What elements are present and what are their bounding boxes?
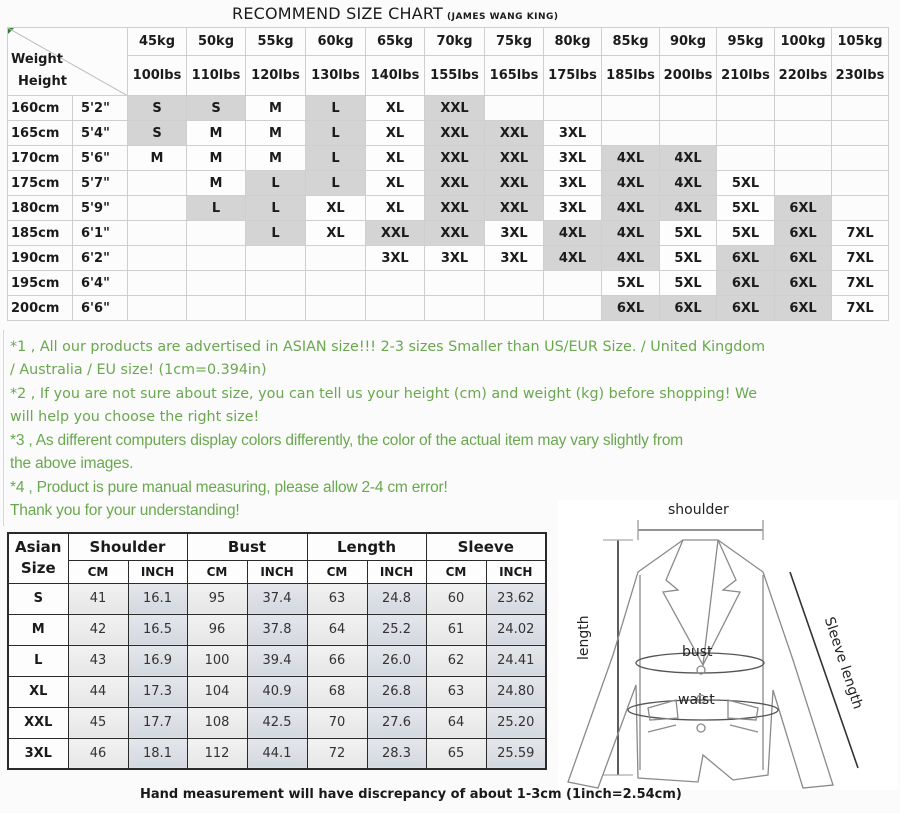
- size-cell: 4XL: [602, 246, 660, 271]
- weight-lbs-header: 120lbs: [246, 56, 306, 96]
- length-header: Length: [307, 533, 426, 560]
- measurement-row: [8, 645, 546, 676]
- shoulder-header: Shoulder: [68, 533, 187, 560]
- size-cell: 5XL: [602, 271, 660, 296]
- cm-value: 63: [426, 676, 486, 707]
- size-cell: [544, 271, 602, 296]
- size-cell: M: [246, 146, 306, 171]
- cm-value: 60: [426, 583, 486, 614]
- inch-value: 28.3: [367, 738, 426, 769]
- size-cell: 5XL: [717, 221, 775, 246]
- size-cell: [366, 271, 425, 296]
- size-cell: 6XL: [775, 221, 832, 246]
- height-cm: 170cm: [8, 146, 73, 171]
- size-cell: 6XL: [602, 296, 660, 321]
- unit-cm: CM: [187, 560, 247, 583]
- size-cell: M: [128, 146, 187, 171]
- size-cell: [602, 121, 660, 146]
- thanks-note: Thank you for your understanding!: [10, 502, 240, 520]
- height-cm: 165cm: [8, 121, 73, 146]
- size-cell: 3XL: [544, 196, 602, 221]
- cm-value: 45: [68, 707, 128, 738]
- size-cell: S: [187, 96, 246, 121]
- size-cell: S: [128, 121, 187, 146]
- weight-kg-header: 95kg: [717, 28, 775, 56]
- size-cell: [485, 296, 544, 321]
- jacket-measurement-diagram: [558, 500, 898, 790]
- inch-value: 24.8: [367, 583, 426, 614]
- inch-value: 39.4: [247, 645, 307, 676]
- size-cell: [128, 196, 187, 221]
- height-ft: 5'6": [73, 146, 128, 171]
- size-chart-row: [8, 146, 889, 171]
- jacket-outline-icon: [558, 500, 898, 790]
- weight-kg-header: 90kg: [660, 28, 717, 56]
- cm-value: 70: [307, 707, 367, 738]
- measure-group-header: [8, 533, 546, 560]
- size-label: S: [8, 583, 68, 614]
- page-title-main: RECOMMEND SIZE CHART: [232, 4, 443, 23]
- height-cm: 190cm: [8, 246, 73, 271]
- size-cell: 4XL: [544, 221, 602, 246]
- cm-value: 108: [187, 707, 247, 738]
- size-cell: M: [246, 96, 306, 121]
- inch-value: 18.1: [128, 738, 187, 769]
- measurement-row: [8, 676, 546, 707]
- weight-lbs-header: 100lbs: [128, 56, 187, 96]
- size-cell: XL: [366, 171, 425, 196]
- size-cell: [425, 271, 485, 296]
- weight-lbs-row: [8, 56, 889, 96]
- size-cell: [832, 196, 889, 221]
- size-cell: 5XL: [660, 271, 717, 296]
- notes-divider: [3, 330, 4, 526]
- size-cell: XXL: [485, 171, 544, 196]
- cm-value: 66: [307, 645, 367, 676]
- weight-kg-header: 60kg: [306, 28, 366, 56]
- cm-value: 61: [426, 614, 486, 645]
- height-cm: 175cm: [8, 171, 73, 196]
- size-cell: 4XL: [660, 196, 717, 221]
- size-cell: 4XL: [660, 146, 717, 171]
- asian-label: Asian: [15, 538, 62, 557]
- inch-value: 37.8: [247, 614, 307, 645]
- size-cell: XL: [366, 146, 425, 171]
- height-label: Height: [18, 74, 67, 89]
- size-cell: [602, 96, 660, 121]
- size-cell: [306, 296, 366, 321]
- size-cell: 7XL: [832, 271, 889, 296]
- weight-kg-header: 70kg: [425, 28, 485, 56]
- measurement-disclaimer: Hand measurement will have discrepancy of about 1-3cm (1inch=2.54cm): [140, 787, 682, 802]
- size-cell: XL: [366, 96, 425, 121]
- size-cell: 3XL: [544, 146, 602, 171]
- cm-value: 62: [426, 645, 486, 676]
- size-cell: [187, 246, 246, 271]
- size-cell: [246, 296, 306, 321]
- size-cell: [187, 271, 246, 296]
- inch-value: 25.2: [367, 614, 426, 645]
- size-cell: 3XL: [366, 246, 425, 271]
- sleeve-header: Sleeve: [426, 533, 546, 560]
- size-cell: 6XL: [717, 296, 775, 321]
- size-cell: XXL: [425, 196, 485, 221]
- height-ft: 5'9": [73, 196, 128, 221]
- note-4: *4 , Product is pure manual measuring, please allow 2-4 cm error!: [10, 478, 448, 496]
- weight-kg-header: 100kg: [775, 28, 832, 56]
- size-cell: [775, 96, 832, 121]
- size-cell: [775, 121, 832, 146]
- size-cell: 4XL: [602, 221, 660, 246]
- height-ft: 5'2": [73, 96, 128, 121]
- weight-kg-header: 50kg: [187, 28, 246, 56]
- weight-lbs-header: 210lbs: [717, 56, 775, 96]
- size-cell: 7XL: [832, 296, 889, 321]
- inch-value: 27.6: [367, 707, 426, 738]
- size-cell: 3XL: [544, 121, 602, 146]
- size-cell: 3XL: [544, 171, 602, 196]
- height-ft: 5'7": [73, 171, 128, 196]
- size-cell: 5XL: [660, 221, 717, 246]
- size-label: Size: [20, 559, 56, 578]
- height-cm: 195cm: [8, 271, 73, 296]
- size-cell: [128, 296, 187, 321]
- size-cell: 4XL: [602, 171, 660, 196]
- weight-height-corner: [8, 28, 128, 96]
- size-cell: 7XL: [832, 246, 889, 271]
- weight-kg-header: 80kg: [544, 28, 602, 56]
- size-cell: [128, 271, 187, 296]
- size-cell: 5XL: [660, 246, 717, 271]
- measurement-row: [8, 738, 546, 769]
- size-cell: [246, 271, 306, 296]
- unit-inch: INCH: [486, 560, 546, 583]
- shoulder-label: shoulder: [668, 502, 729, 518]
- size-label: XXL: [8, 707, 68, 738]
- size-cell: [544, 296, 602, 321]
- size-cell: XL: [306, 196, 366, 221]
- size-cell: [660, 121, 717, 146]
- size-cell: 4XL: [602, 146, 660, 171]
- size-cell: M: [246, 121, 306, 146]
- size-cell: [187, 296, 246, 321]
- weight-lbs-header: 165lbs: [485, 56, 544, 96]
- size-cell: 6XL: [775, 196, 832, 221]
- size-cell: XL: [366, 121, 425, 146]
- size-cell: [832, 121, 889, 146]
- size-label: 3XL: [8, 738, 68, 769]
- inch-value: 44.1: [247, 738, 307, 769]
- height-cm: 180cm: [8, 196, 73, 221]
- size-cell: 6XL: [717, 271, 775, 296]
- inch-value: 40.9: [247, 676, 307, 707]
- inch-value: 24.80: [486, 676, 546, 707]
- inch-value: 25.20: [486, 707, 546, 738]
- cm-value: 64: [426, 707, 486, 738]
- unit-inch: INCH: [128, 560, 187, 583]
- height-ft: 6'1": [73, 221, 128, 246]
- size-cell: 5XL: [717, 171, 775, 196]
- size-cell: [246, 246, 306, 271]
- bust-label: bust: [682, 644, 713, 660]
- size-cell: [128, 246, 187, 271]
- page-title-brand: (JAMES WANG KING): [447, 12, 559, 22]
- cm-value: 44: [68, 676, 128, 707]
- size-cell: [306, 271, 366, 296]
- size-cell: 3XL: [425, 246, 485, 271]
- asian-size-header: [8, 533, 68, 583]
- size-cell: 6XL: [775, 271, 832, 296]
- size-chart-row: [8, 171, 889, 196]
- weight-label: Weight: [11, 52, 63, 67]
- height-ft: 5'4": [73, 121, 128, 146]
- size-cell: [717, 121, 775, 146]
- size-cell: XXL: [425, 221, 485, 246]
- unit-inch: INCH: [247, 560, 307, 583]
- size-cell: 3XL: [485, 246, 544, 271]
- cm-value: 95: [187, 583, 247, 614]
- cm-value: 96: [187, 614, 247, 645]
- size-label: M: [8, 614, 68, 645]
- note-3-line-2: the above images.: [10, 455, 134, 473]
- weight-lbs-header: 220lbs: [775, 56, 832, 96]
- size-cell: XXL: [366, 221, 425, 246]
- size-cell: [485, 96, 544, 121]
- measurement-row: [8, 707, 546, 738]
- weight-lbs-header: 200lbs: [660, 56, 717, 96]
- size-chart-row: [8, 121, 889, 146]
- size-cell: [306, 246, 366, 271]
- unit-cm: CM: [307, 560, 367, 583]
- measurement-table: [7, 532, 547, 770]
- notes-section: [10, 336, 895, 522]
- unit-cm: CM: [68, 560, 128, 583]
- size-chart-row: [8, 221, 889, 246]
- height-cm: 185cm: [8, 221, 73, 246]
- bust-header: Bust: [187, 533, 307, 560]
- size-cell: XXL: [425, 96, 485, 121]
- cm-value: 100: [187, 645, 247, 676]
- waist-label: waist: [678, 692, 715, 708]
- size-cell: 7XL: [832, 221, 889, 246]
- size-cell: [832, 171, 889, 196]
- size-chart-row: [8, 96, 889, 121]
- cm-value: 68: [307, 676, 367, 707]
- cm-value: 42: [68, 614, 128, 645]
- size-cell: 4XL: [602, 196, 660, 221]
- size-cell: 6XL: [775, 296, 832, 321]
- size-cell: [425, 296, 485, 321]
- size-cell: 5XL: [717, 196, 775, 221]
- cm-value: 65: [426, 738, 486, 769]
- inch-value: 17.7: [128, 707, 187, 738]
- cm-value: 43: [68, 645, 128, 676]
- height-cm: 200cm: [8, 296, 73, 321]
- inch-value: 16.1: [128, 583, 187, 614]
- size-cell: [832, 96, 889, 121]
- size-cell: XXL: [425, 146, 485, 171]
- size-cell: 4XL: [544, 246, 602, 271]
- cm-value: 46: [68, 738, 128, 769]
- size-cell: [660, 96, 717, 121]
- sleeve-length-label: Sleeve length: [820, 615, 866, 712]
- size-cell: [717, 96, 775, 121]
- size-cell: S: [128, 96, 187, 121]
- size-cell: L: [306, 171, 366, 196]
- inch-value: 23.62: [486, 583, 546, 614]
- cm-value: 63: [307, 583, 367, 614]
- size-cell: [775, 171, 832, 196]
- height-ft: 6'6": [73, 296, 128, 321]
- length-label: length: [576, 615, 592, 660]
- size-cell: 3XL: [485, 221, 544, 246]
- size-label: XL: [8, 676, 68, 707]
- weight-kg-header: 65kg: [366, 28, 425, 56]
- size-cell: [832, 146, 889, 171]
- page-title: [232, 4, 559, 23]
- weight-lbs-header: 175lbs: [544, 56, 602, 96]
- size-cell: M: [187, 121, 246, 146]
- size-cell: L: [306, 96, 366, 121]
- measurement-row: [8, 583, 546, 614]
- size-chart-row: [8, 271, 889, 296]
- cm-value: 64: [307, 614, 367, 645]
- size-cell: [128, 171, 187, 196]
- size-cell: XXL: [485, 196, 544, 221]
- size-cell: 4XL: [660, 171, 717, 196]
- size-cell: L: [306, 121, 366, 146]
- size-cell: L: [246, 196, 306, 221]
- weight-kg-header: 105kg: [832, 28, 889, 56]
- cm-value: 41: [68, 583, 128, 614]
- inch-value: 37.4: [247, 583, 307, 614]
- size-cell: XXL: [425, 121, 485, 146]
- size-cell: XL: [306, 221, 366, 246]
- cm-value: 72: [307, 738, 367, 769]
- size-cell: M: [187, 171, 246, 196]
- height-cm: 160cm: [8, 96, 73, 121]
- size-chart-row: [8, 196, 889, 221]
- size-cell: XXL: [425, 171, 485, 196]
- measure-unit-header: [8, 560, 546, 583]
- inch-value: 16.9: [128, 645, 187, 676]
- inch-value: 24.02: [486, 614, 546, 645]
- unit-inch: INCH: [367, 560, 426, 583]
- height-ft: 6'2": [73, 246, 128, 271]
- recommend-size-chart: [7, 27, 889, 321]
- weight-kg-row: [8, 28, 889, 56]
- measurement-row: [8, 614, 546, 645]
- size-cell: [717, 146, 775, 171]
- weight-kg-header: 45kg: [128, 28, 187, 56]
- size-cell: XXL: [485, 146, 544, 171]
- weight-lbs-header: 130lbs: [306, 56, 366, 96]
- inch-value: 25.59: [486, 738, 546, 769]
- size-cell: M: [187, 146, 246, 171]
- size-label: L: [8, 645, 68, 676]
- note-2-line-1: *2 , If you are not sure about size, you can tell us your height (cm) and weight (kg) before shopping! We: [10, 385, 758, 402]
- size-cell: XL: [366, 196, 425, 221]
- note-2-line-2: will help you choose the right size!: [10, 408, 260, 425]
- weight-kg-header: 55kg: [246, 28, 306, 56]
- size-cell: L: [246, 221, 306, 246]
- size-cell: L: [187, 196, 246, 221]
- size-cell: L: [246, 171, 306, 196]
- size-cell: [366, 296, 425, 321]
- size-cell: [187, 221, 246, 246]
- weight-kg-header: 75kg: [485, 28, 544, 56]
- size-cell: [128, 221, 187, 246]
- inch-value: 26.0: [367, 645, 426, 676]
- note-1-line-1: *1 , All our products are advertised in ASIAN size!!! 2-3 sizes Smaller than US/EUR Size. / United Kingdom: [10, 339, 766, 355]
- inch-value: 16.5: [128, 614, 187, 645]
- cm-value: 112: [187, 738, 247, 769]
- weight-lbs-header: 110lbs: [187, 56, 246, 96]
- size-cell: [544, 96, 602, 121]
- size-cell: 6XL: [660, 296, 717, 321]
- weight-kg-header: 85kg: [602, 28, 660, 56]
- note-3-line-1: *3 , As different computers display colors differently, the color of the actual item may vary slightly from: [10, 432, 683, 450]
- size-cell: 6XL: [775, 246, 832, 271]
- size-cell: L: [306, 146, 366, 171]
- weight-lbs-header: 140lbs: [366, 56, 425, 96]
- cm-value: 104: [187, 676, 247, 707]
- size-cell: XXL: [485, 121, 544, 146]
- size-chart-row: [8, 296, 889, 321]
- size-cell: 6XL: [717, 246, 775, 271]
- inch-value: 26.8: [367, 676, 426, 707]
- size-chart-row: [8, 246, 889, 271]
- inch-value: 42.5: [247, 707, 307, 738]
- unit-cm: CM: [426, 560, 486, 583]
- inch-value: 17.3: [128, 676, 187, 707]
- inch-value: 24.41: [486, 645, 546, 676]
- size-cell: [485, 271, 544, 296]
- note-1-line-2: / Australia / EU size! (1cm=0.394in): [10, 362, 267, 379]
- height-ft: 6'4": [73, 271, 128, 296]
- weight-lbs-header: 155lbs: [425, 56, 485, 96]
- size-cell: [775, 146, 832, 171]
- weight-lbs-header: 230lbs: [832, 56, 889, 96]
- weight-lbs-header: 185lbs: [602, 56, 660, 96]
